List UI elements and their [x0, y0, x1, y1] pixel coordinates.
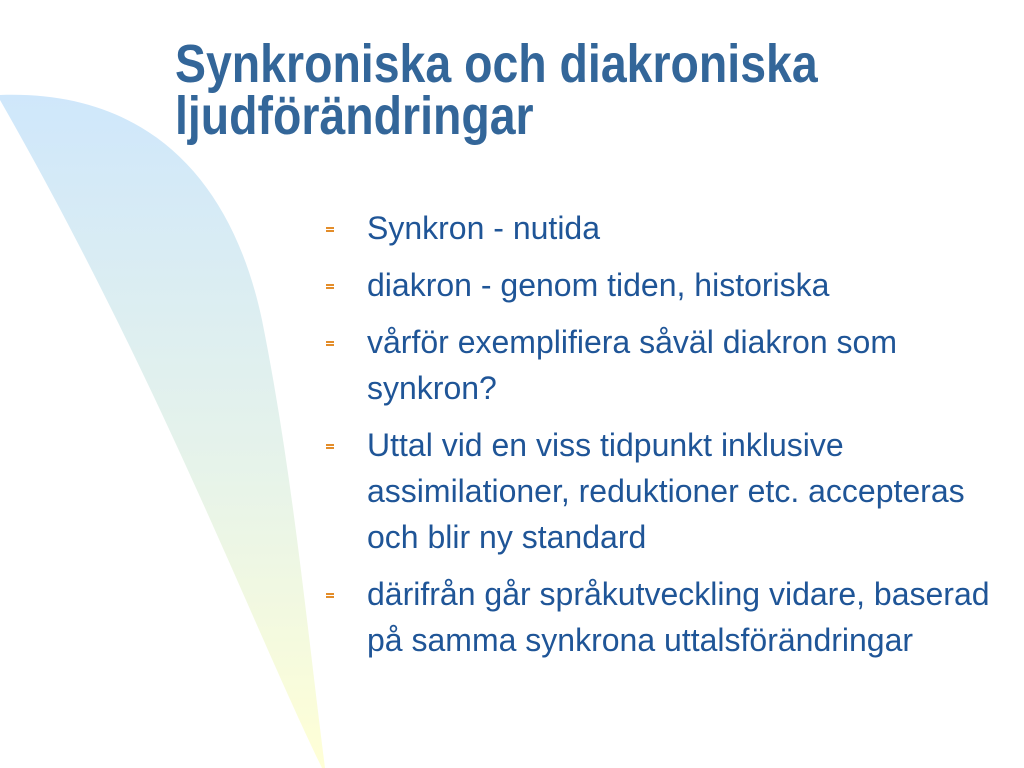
slide-title-line-1: Synkroniska och diakroniska [175, 34, 818, 94]
bullet-text: diakron - genom tiden, historiska [367, 267, 830, 303]
bullet-text: Uttal vid en viss tidpunkt inklusive assimilationer, reduktioner etc. accepteras och blir ny standard [367, 427, 965, 555]
double-dash-bullet-icon [326, 444, 334, 450]
bullet-item [322, 205, 1002, 251]
double-dash-bullet-icon [326, 593, 334, 599]
double-dash-bullet-icon [326, 341, 334, 347]
double-dash-bullet-icon [326, 227, 334, 233]
slide-title-line-2: ljudförändringar [175, 86, 534, 146]
bullet-text: Synkron - nutida [367, 210, 601, 246]
bullet-text: därifrån går språkutveckling vidare, baserad på samma synkrona uttalsförändringar [367, 576, 990, 658]
double-dash-bullet-icon [326, 284, 334, 290]
bullet-list [322, 205, 1002, 674]
bullet-item [322, 422, 1002, 560]
bullet-item [322, 319, 1002, 411]
slide-title [175, 34, 880, 146]
bullet-item [322, 262, 1002, 308]
bullet-item [322, 571, 1002, 663]
bullet-text: vårför exemplifiera såväl diakron som synkron? [367, 324, 897, 406]
